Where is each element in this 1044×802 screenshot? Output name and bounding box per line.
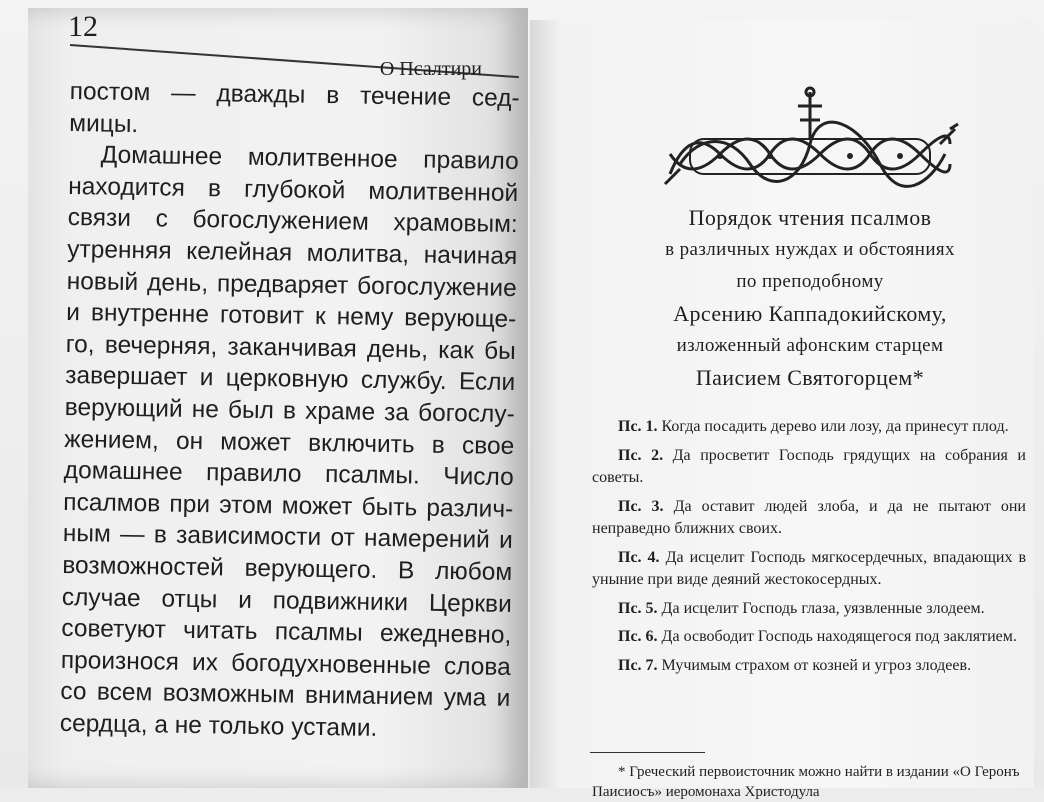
right-page <box>530 20 1034 800</box>
text-line: возможностей верующего. В любом <box>62 551 513 586</box>
psalm-label: Пс. 2. <box>618 446 664 464</box>
psalm-entry <box>592 496 1026 541</box>
psalm-label: Пс. 4. <box>618 548 660 566</box>
celtic-knot-ornament-icon <box>660 84 960 194</box>
text-line: утренняя келейная молитва, начиная <box>67 235 518 271</box>
psalm-text: Мучимым страхом от козней и угроз злодеев. <box>661 656 972 674</box>
text-line: постом — дважды в течение сед- <box>69 77 520 113</box>
title-line: в различных нуждах и обстояниях <box>665 239 955 260</box>
text-line: случае отцы и подвижники Церкви <box>61 583 512 618</box>
text-line: советуют читать псалмы ежедневно, <box>61 615 512 650</box>
psalm-text: Да освободит Господь находящегося под заклятием. <box>661 628 1017 645</box>
text-line: со всем возможным вниманием ума и <box>60 678 511 713</box>
left-page-text <box>60 76 520 746</box>
psalm-entry <box>592 547 1026 592</box>
psalm-text: Да исцелит Господь мягкосердечных, впадающих в уныние при виде деяний жестокосердных. <box>592 548 1027 588</box>
psalm-label: Пс. 3. <box>618 497 664 515</box>
psalm-list <box>592 416 1026 683</box>
page-number-left: 12 <box>68 10 98 43</box>
psalm-text: Да исцелит Господь глаза, уязвленные злодеем. <box>661 599 985 617</box>
psalm-text: Да оставит людей злоба, и да не пытают они неправедно ближних своих. <box>592 497 1026 537</box>
text-line: мицы. <box>69 109 139 138</box>
text-line: жением, он может включить в свое <box>64 425 515 460</box>
text-line: связи с богослужением храмовым: <box>67 204 518 239</box>
title-line: Порядок чтения псалмов <box>688 205 932 230</box>
left-page <box>28 8 528 788</box>
psalm-label: Пс. 7. <box>618 656 658 674</box>
title-line: по преподобному <box>736 271 884 292</box>
text-line: находится в глубокой молитвенной <box>68 172 519 207</box>
text-line: произнося их богодухновенные слова <box>60 646 511 681</box>
text-line: новый день, предваряет богослужение <box>66 267 517 302</box>
psalm-label: Пс. 6. <box>618 628 658 645</box>
psalm-text: Да просветит Господь грядущих на собрания и советы. <box>592 446 1026 486</box>
psalm-entry <box>592 445 1026 490</box>
footnote: * Греческий первоисточник можно найти в издании «О Геронъ Паисиосъ» иеромонаха Христодула <box>592 764 1020 800</box>
psalm-entry <box>592 598 1026 621</box>
text-line: Домашнее молитвенное правило <box>100 141 519 176</box>
text-line: и внутренне готовит к нему верующе- <box>66 299 517 334</box>
text-line: завершает и церковную службу. Если <box>65 362 516 397</box>
text-line: ным — в зависимости от намерений и <box>62 520 513 555</box>
footnote-rule <box>590 752 705 753</box>
text-line: сердца, а не только устами. <box>59 709 378 742</box>
text-line: верующий не был в храме за богослу- <box>64 393 515 428</box>
psalm-entry <box>592 655 1026 678</box>
title-line: Арсению Каппадокийскому, <box>673 301 947 326</box>
text-line: домашнее правило псалмы. Число <box>63 457 514 492</box>
text-line: псалмов при этом может быть различ- <box>63 488 514 523</box>
title-line: Паисием Святогорцем* <box>695 365 925 390</box>
running-head: О Псалтири <box>379 58 482 80</box>
psalm-entry <box>592 416 1026 439</box>
chapter-title <box>600 202 1020 394</box>
title-line: изложенный афонским старцем <box>676 335 944 356</box>
psalm-label: Пс. 5. <box>618 599 658 617</box>
text-line: го, вечерняя, заканчивая день, как бы <box>65 330 516 365</box>
psalm-entry <box>592 626 1026 649</box>
psalm-text: Когда посадить дерево или лозу, да принесут плод. <box>661 418 1009 435</box>
psalm-label: Пс. 1. <box>618 418 658 435</box>
